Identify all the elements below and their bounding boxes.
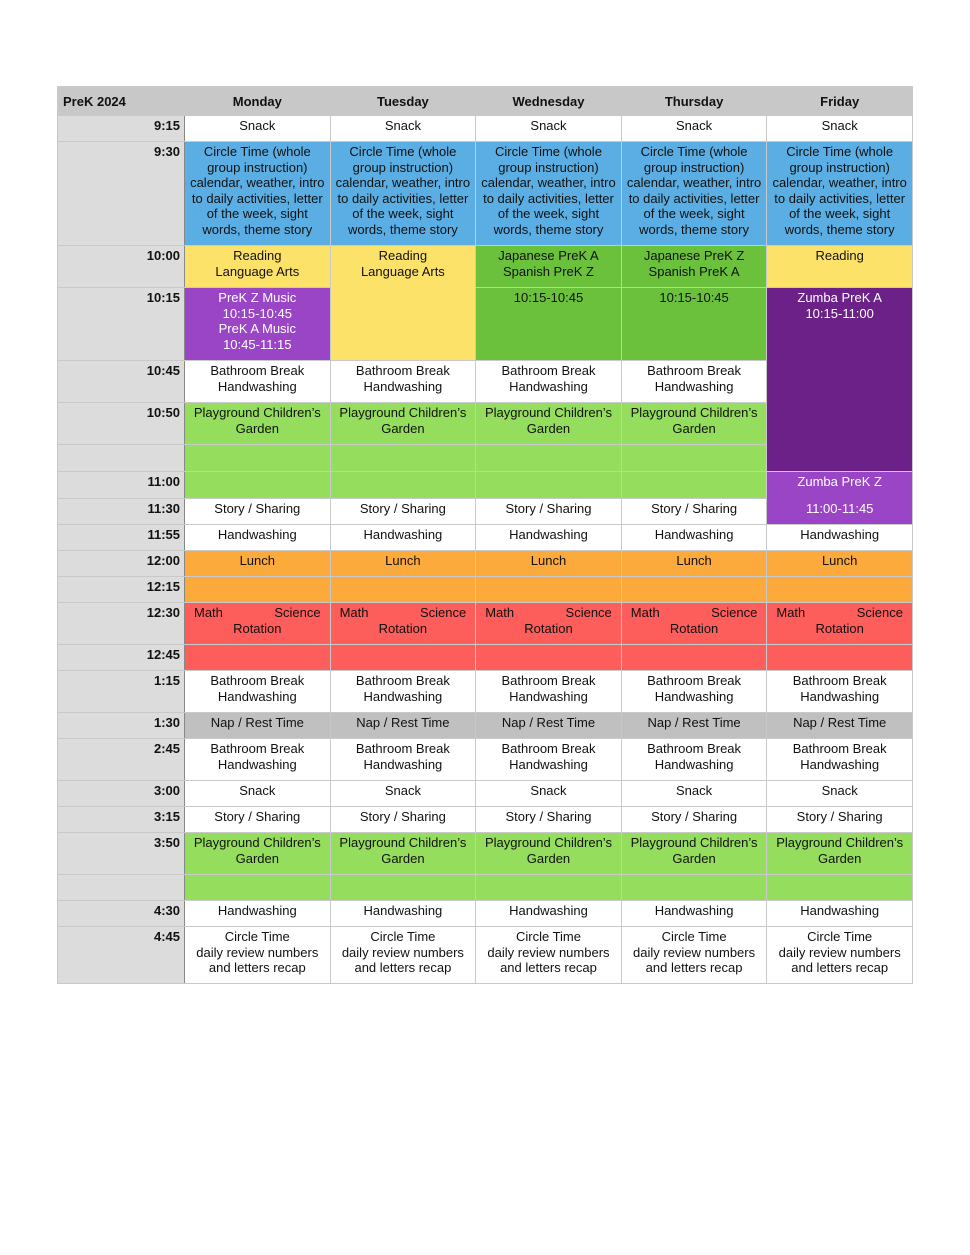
cell-story-sharing: Story / Sharing	[621, 499, 767, 525]
cell-empty	[185, 645, 331, 671]
table-row	[58, 246, 913, 288]
cell-empty	[621, 445, 767, 472]
cell-empty	[330, 577, 476, 603]
cell-playground: Playground Children’s Garden	[476, 833, 622, 875]
cell-lunch: Lunch	[185, 551, 331, 577]
cell-handwashing: Handwashing	[476, 901, 622, 927]
cell-empty	[185, 472, 331, 499]
cell-empty	[476, 577, 622, 603]
time-label: 11:55	[58, 525, 185, 551]
cell-language-time: 10:15-10:45	[476, 288, 622, 361]
time-label: 12:00	[58, 551, 185, 577]
time-label: 12:30	[58, 603, 185, 645]
cell-bathroom-break: Bathroom Break Handwashing	[476, 739, 622, 781]
time-label: 3:15	[58, 807, 185, 833]
cell-lunch: Lunch	[476, 551, 622, 577]
table-row	[58, 499, 913, 525]
cell-playground: Playground Children’s Garden	[185, 833, 331, 875]
table-row	[58, 671, 913, 713]
day-header-friday: Friday	[767, 87, 913, 116]
cell-circle-time-review: Circle Time daily review numbers and letters recap	[621, 927, 767, 984]
time-label: 10:50	[58, 403, 185, 445]
cell-nap: Nap / Rest Time	[330, 713, 476, 739]
table-row	[58, 901, 913, 927]
cell-handwashing: Handwashing	[476, 525, 622, 551]
cell-zumba-z: Zumba PreK Z	[767, 472, 913, 499]
cell-nap: Nap / Rest Time	[767, 713, 913, 739]
cell-reading-language-arts: Reading Language Arts	[330, 246, 476, 361]
cell-music: PreK Z Music 10:15-10:45 PreK A Music 10:45-11:15	[185, 288, 331, 361]
rotation-label: Rotation	[815, 620, 864, 636]
cell-math-science	[476, 603, 622, 645]
math-label: Math	[339, 605, 369, 620]
table-row	[58, 781, 913, 807]
cell-story-sharing: Story / Sharing	[476, 807, 622, 833]
cell-snack: Snack	[185, 116, 331, 142]
cell-empty	[476, 645, 622, 671]
cell-snack: Snack	[476, 116, 622, 142]
cell-empty	[476, 445, 622, 472]
cell-empty	[767, 645, 913, 671]
cell-snack: Snack	[621, 116, 767, 142]
cell-empty	[621, 577, 767, 603]
cell-language-class: Japanese PreK A Spanish PreK Z	[476, 246, 622, 288]
cell-bathroom-break: Bathroom Break Handwashing	[767, 671, 913, 713]
cell-playground: Playground Children’s Garden	[767, 833, 913, 875]
cell-empty	[767, 577, 913, 603]
rotation-label: Rotation	[524, 620, 573, 636]
table-row	[58, 525, 913, 551]
time-label: 10:15	[58, 288, 185, 361]
cell-empty	[330, 645, 476, 671]
table-row	[58, 645, 913, 671]
time-label: 12:15	[58, 577, 185, 603]
time-label: 1:30	[58, 713, 185, 739]
cell-bathroom-break: Bathroom Break Handwashing	[621, 671, 767, 713]
science-label: Science	[711, 605, 758, 620]
cell-nap: Nap / Rest Time	[476, 713, 622, 739]
cell-lunch: Lunch	[767, 551, 913, 577]
cell-playground: Playground Children’s Garden	[330, 833, 476, 875]
day-header-thursday: Thursday	[621, 87, 767, 116]
cell-empty	[476, 875, 622, 901]
cell-circle-time: Circle Time (whole group instruction) calendar, weather, intro to daily activities, letter of the week, sight words, theme story	[621, 142, 767, 246]
cell-reading-language-arts: Reading Language Arts	[185, 246, 331, 288]
cell-bathroom-break: Bathroom Break Handwashing	[621, 361, 767, 403]
cell-bathroom-break: Bathroom Break Handwashing	[476, 671, 622, 713]
time-label: 9:15	[58, 116, 185, 142]
science-label: Science	[565, 605, 612, 620]
table-row	[58, 603, 913, 645]
cell-bathroom-break: Bathroom Break Handwashing	[330, 739, 476, 781]
time-label	[58, 875, 185, 901]
table-row	[58, 551, 913, 577]
cell-empty	[621, 472, 767, 499]
cell-circle-time-review: Circle Time daily review numbers and letters recap	[330, 927, 476, 984]
science-label: Science	[274, 605, 321, 620]
cell-language-class: Japanese PreK Z Spanish PreK A	[621, 246, 767, 288]
math-label: Math	[485, 605, 515, 620]
cell-bathroom-break: Bathroom Break Handwashing	[185, 739, 331, 781]
table-row	[58, 833, 913, 875]
cell-reading: Reading	[767, 246, 913, 288]
day-header-monday: Monday	[185, 87, 331, 116]
cell-nap: Nap / Rest Time	[185, 713, 331, 739]
cell-math-science	[621, 603, 767, 645]
time-label: 3:00	[58, 781, 185, 807]
cell-empty	[185, 875, 331, 901]
cell-bathroom-break: Bathroom Break Handwashing	[621, 739, 767, 781]
table-row	[58, 739, 913, 781]
cell-bathroom-break: Bathroom Break Handwashing	[476, 361, 622, 403]
table-row	[58, 288, 913, 361]
cell-playground: Playground Children’s Garden	[476, 403, 622, 445]
cell-math-science	[767, 603, 913, 645]
cell-bathroom-break: Bathroom Break Handwashing	[185, 671, 331, 713]
cell-playground: Playground Children’s Garden	[621, 833, 767, 875]
time-label: 10:45	[58, 361, 185, 403]
time-label: 10:00	[58, 246, 185, 288]
table-row	[58, 927, 913, 984]
cell-math-science	[330, 603, 476, 645]
rotation-label: Rotation	[233, 620, 282, 636]
table-row	[58, 142, 913, 246]
cell-story-sharing: Story / Sharing	[185, 499, 331, 525]
cell-empty	[330, 472, 476, 499]
time-label: 4:30	[58, 901, 185, 927]
cell-circle-time-review: Circle Time daily review numbers and letters recap	[767, 927, 913, 984]
cell-story-sharing: Story / Sharing	[185, 807, 331, 833]
cell-bathroom-break: Bathroom Break Handwashing	[330, 361, 476, 403]
table-row	[58, 577, 913, 603]
cell-snack: Snack	[330, 781, 476, 807]
table-row	[58, 713, 913, 739]
table-row	[58, 472, 913, 499]
cell-bathroom-break: Bathroom Break Handwashing	[330, 671, 476, 713]
cell-circle-time-review: Circle Time daily review numbers and letters recap	[185, 927, 331, 984]
cell-playground: Playground Children’s Garden	[330, 403, 476, 445]
cell-zumba-a: Zumba PreK A 10:15-11:00	[767, 288, 913, 472]
cell-circle-time: Circle Time (whole group instruction) calendar, weather, intro to daily activities, letter of the week, sight words, theme story	[767, 142, 913, 246]
science-label: Science	[856, 605, 903, 620]
cell-zumba-z-time: 11:00-11:45	[767, 499, 913, 525]
rotation-label: Rotation	[669, 620, 719, 636]
science-label: Science	[419, 605, 467, 620]
cell-handwashing: Handwashing	[621, 525, 767, 551]
cell-circle-time: Circle Time (whole group instruction) calendar, weather, intro to daily activities, letter of the week, sight words, theme story	[476, 142, 622, 246]
cell-handwashing: Handwashing	[185, 525, 331, 551]
cell-circle-time: Circle Time (whole group instruction) calendar, weather, intro to daily activities, letter of the week, sight words, theme story	[185, 142, 331, 246]
time-label: 9:30	[58, 142, 185, 246]
cell-empty	[330, 445, 476, 472]
cell-circle-time-review: Circle Time daily review numbers and letters recap	[476, 927, 622, 984]
header-row	[58, 87, 913, 116]
cell-bathroom-break: Bathroom Break Handwashing	[185, 361, 331, 403]
time-label: 11:30	[58, 499, 185, 525]
table-row	[58, 807, 913, 833]
table-row	[58, 875, 913, 901]
cell-story-sharing: Story / Sharing	[330, 499, 476, 525]
cell-snack: Snack	[767, 781, 913, 807]
day-header-wednesday: Wednesday	[476, 87, 622, 116]
cell-snack: Snack	[767, 116, 913, 142]
cell-handwashing: Handwashing	[185, 901, 331, 927]
time-label	[58, 445, 185, 472]
cell-handwashing: Handwashing	[330, 901, 476, 927]
math-label: Math	[776, 605, 806, 620]
cell-lunch: Lunch	[330, 551, 476, 577]
rotation-label: Rotation	[378, 620, 428, 636]
cell-playground: Playground Children’s Garden	[185, 403, 331, 445]
cell-playground: Playground Children’s Garden	[621, 403, 767, 445]
cell-snack: Snack	[621, 781, 767, 807]
cell-handwashing: Handwashing	[767, 525, 913, 551]
cell-story-sharing: Story / Sharing	[767, 807, 913, 833]
cell-handwashing: Handwashing	[621, 901, 767, 927]
cell-snack: Snack	[476, 781, 622, 807]
cell-snack: Snack	[330, 116, 476, 142]
math-label: Math	[194, 605, 223, 620]
table-row	[58, 116, 913, 142]
cell-empty	[185, 445, 331, 472]
cell-handwashing: Handwashing	[767, 901, 913, 927]
cell-lunch: Lunch	[621, 551, 767, 577]
cell-snack: Snack	[185, 781, 331, 807]
time-label: 1:15	[58, 671, 185, 713]
day-header-tuesday: Tuesday	[330, 87, 476, 116]
time-label: 4:45	[58, 927, 185, 984]
cell-circle-time: Circle Time (whole group instruction) calendar, weather, intro to daily activities, letter of the week, sight words, theme story	[330, 142, 476, 246]
cell-handwashing: Handwashing	[330, 525, 476, 551]
time-label: 11:00	[58, 472, 185, 499]
cell-bathroom-break: Bathroom Break Handwashing	[767, 739, 913, 781]
cell-empty	[476, 472, 622, 499]
schedule-title: PreK 2024	[58, 87, 185, 116]
cell-empty	[330, 875, 476, 901]
cell-story-sharing: Story / Sharing	[330, 807, 476, 833]
time-label: 12:45	[58, 645, 185, 671]
cell-math-science	[185, 603, 331, 645]
cell-empty	[185, 577, 331, 603]
cell-language-time: 10:15-10:45	[621, 288, 767, 361]
cell-empty	[767, 875, 913, 901]
prek-schedule-table	[57, 86, 913, 984]
cell-story-sharing: Story / Sharing	[476, 499, 622, 525]
cell-story-sharing: Story / Sharing	[621, 807, 767, 833]
time-label: 3:50	[58, 833, 185, 875]
math-label: Math	[630, 605, 660, 620]
cell-nap: Nap / Rest Time	[621, 713, 767, 739]
cell-empty	[621, 645, 767, 671]
cell-empty	[621, 875, 767, 901]
time-label: 2:45	[58, 739, 185, 781]
